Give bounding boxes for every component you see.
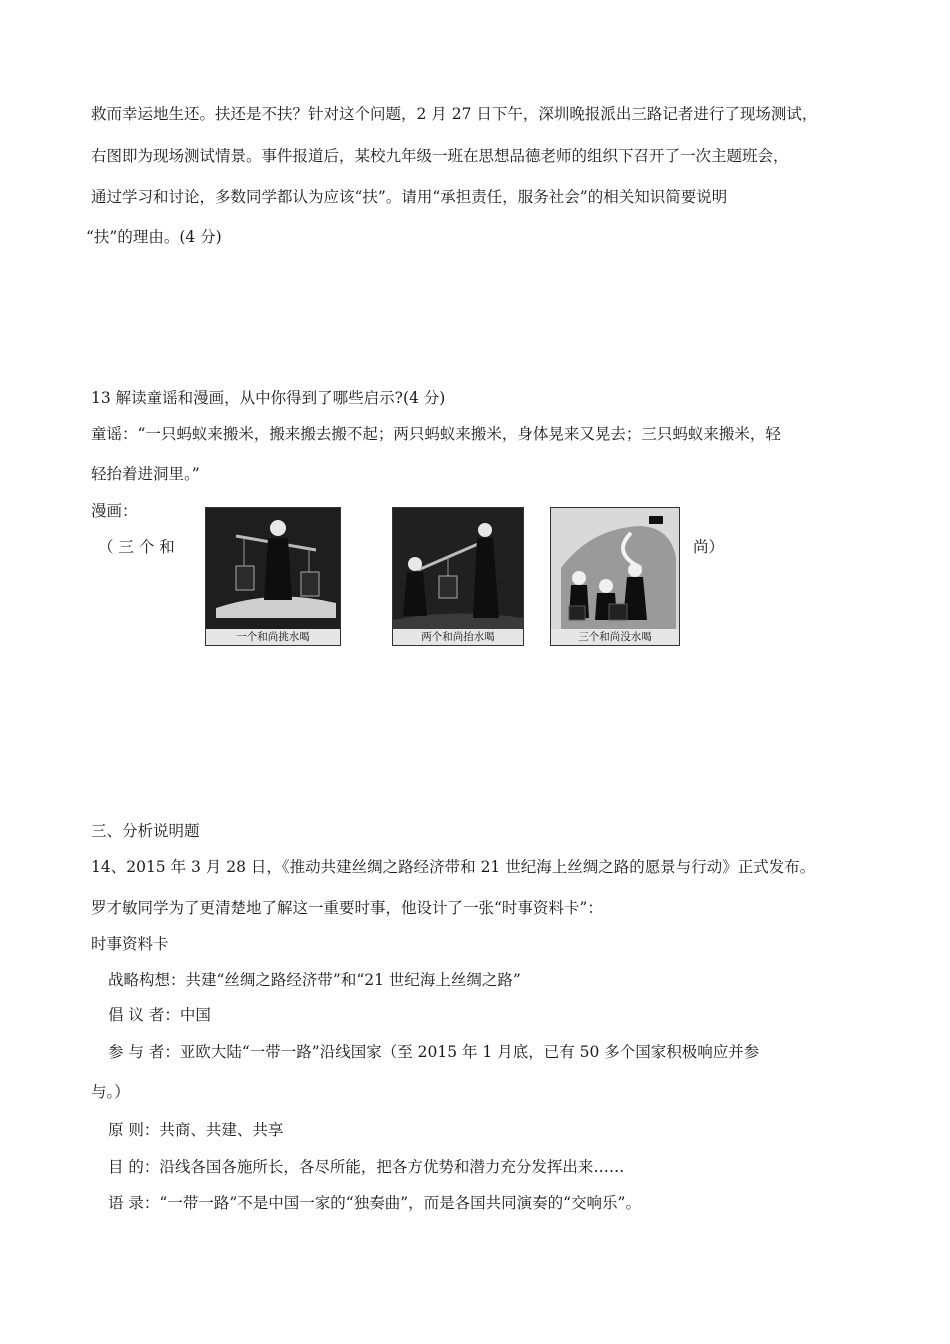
comic-caption-two-monks: 两个和尚抬水喝 xyxy=(393,629,523,645)
fact-card-strategy: 战略构想：共建“丝绸之路经济带”和“21 世纪海上丝绸之路” xyxy=(108,971,521,989)
fact-card-quote: 语 录：“一带一路”不是中国一家的“独奏曲”，而是各国共同演奏的“交响乐”。 xyxy=(108,1194,641,1212)
q13-comic-paren-right: 尚） xyxy=(693,538,725,556)
fact-card-initiator: 倡 议 者：中国 xyxy=(108,1006,211,1024)
comic-caption-three-monks: 三个和尚没水喝 xyxy=(551,629,679,645)
comic-panel-three-monks xyxy=(550,507,680,646)
comic-panel-one-monk xyxy=(205,507,341,646)
comic-caption-one-monk: 一个和尚挑水喝 xyxy=(206,629,340,645)
comic-one-monk-illustration xyxy=(206,508,340,629)
section-3-heading: 三、分析说明题 xyxy=(91,822,200,840)
fact-card-principle: 原 则：共商、共建、共享 xyxy=(108,1121,284,1139)
fact-card-participants: 参 与 者：亚欧大陆“一带一路”沿线国家（至 2015 年 1 月底，已有 50 多个国家积极响应并参 xyxy=(108,1043,760,1061)
q13-comic-label: 漫画： xyxy=(91,502,138,520)
q13-rhyme-line-2: 轻抬着进洞里。” xyxy=(91,465,200,483)
fact-card-title: 时事资料卡 xyxy=(91,935,169,953)
q14-text-line-2: 罗才敏同学为了更清楚地了解这一重要时事，他设计了一张“时事资料卡”： xyxy=(91,899,603,917)
fact-card-purpose: 目 的：沿线各国各施所长，各尽所能，把各方优势和潜力充分发挥出来…… xyxy=(108,1158,625,1176)
q12-text-line-3: 通过学习和讨论，多数同学都认为应该“扶”。请用“承担责任，服务社会”的相关知识简要说明 xyxy=(91,188,728,206)
comic-panel-two-monks xyxy=(392,507,524,646)
q14-text-line-1: 14、2015 年 3 月 28 日，《推动共建丝绸之路经济带和 21 世纪海上丝绸之路的愿景与行动》正式发布。 xyxy=(91,858,816,876)
q12-text-line-1: 救而幸运地生还。扶还是不扶？针对这个问题，2 月 27 日下午，深圳晚报派出三路记者进行了现场测试， xyxy=(91,105,818,123)
comic-three-monks-illustration xyxy=(551,508,679,629)
q13-prompt: 13 解读童谣和漫画，从中你得到了哪些启示?(4 分) xyxy=(91,389,446,407)
q13-rhyme-line-1: 童谣：“一只蚂蚁来搬米，搬来搬去搬不起；两只蚂蚁来搬米，身体晃来又晃去；三只蚂蚁来搬米，轻 xyxy=(91,425,781,443)
q13-comic-paren-left: （ 三 个 和 xyxy=(98,538,175,556)
q12-text-line-4: “扶”的理由。(4 分) xyxy=(86,228,222,246)
fact-card-participants-cont: 与。） xyxy=(91,1083,130,1101)
q12-text-line-2: 右图即为现场测试情景。事件报道后，某校九年级一班在思想品德老师的组织下召开了一次主题班会， xyxy=(91,147,789,165)
comic-two-monks-illustration xyxy=(393,508,523,629)
